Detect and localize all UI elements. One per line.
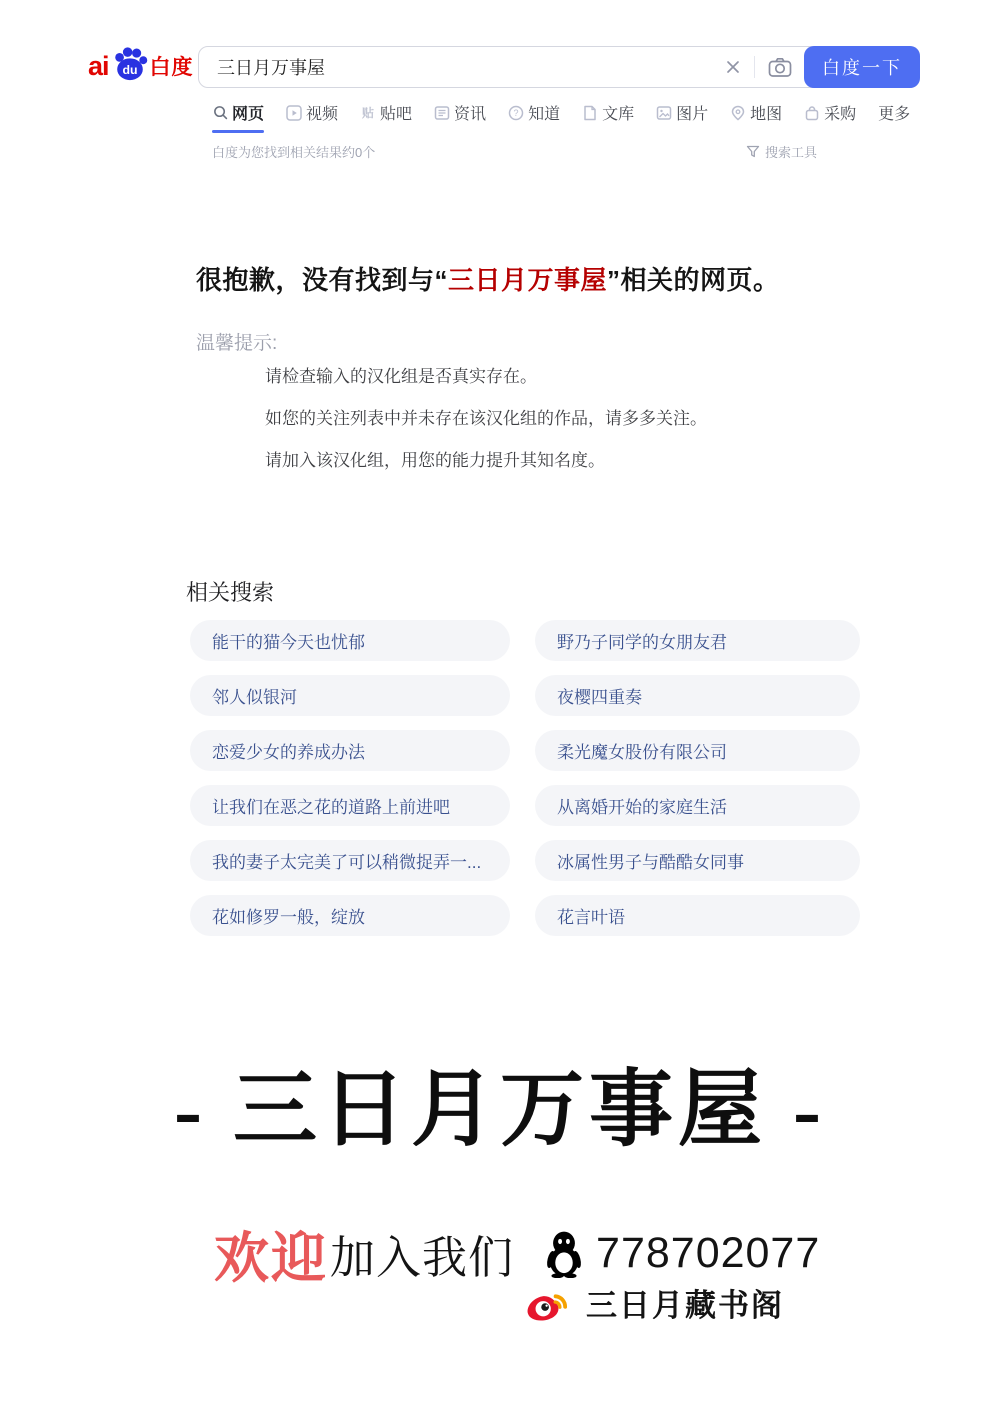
tab-image[interactable] [656, 101, 708, 124]
tips-list [265, 368, 707, 494]
weibo-account-name: 三日月藏书阁 [586, 1288, 784, 1323]
related-search-item[interactable]: 从离婚开始的家庭生活 [535, 785, 860, 826]
shopping-bag-icon [804, 105, 820, 121]
search-actions [725, 46, 792, 88]
results-meta-bar [212, 142, 817, 161]
tab-label: 网页 [232, 106, 265, 123]
paw-logo-icon [111, 46, 149, 82]
tab-label: 地图 [750, 106, 783, 123]
search-bar [198, 46, 920, 88]
tab-more[interactable] [878, 101, 910, 124]
map-pin-icon [730, 105, 746, 121]
headline-suffix: 相关的网页。 [620, 265, 780, 295]
camera-icon[interactable] [768, 57, 792, 78]
group-banner-title: - 三日月万事屋 - [174, 1064, 826, 1157]
tab-label: 图片 [676, 106, 709, 123]
logo-ai-text: ai [88, 50, 109, 81]
related-search-item[interactable]: 花如修罗一般，绽放 [190, 895, 510, 936]
qq-number: 778702077 [596, 1229, 821, 1277]
tab-tieba[interactable] [360, 101, 412, 124]
tips-title: 温馨提示: [196, 333, 278, 354]
tab-wenku[interactable] [582, 101, 634, 124]
search-divider [754, 56, 755, 78]
image-icon [656, 105, 672, 121]
related-search-title: 相关搜索 [186, 580, 275, 605]
qq-icon [544, 1230, 584, 1278]
tab-map[interactable] [730, 101, 782, 124]
welcome-rest: 加入我们 [330, 1232, 515, 1283]
related-search-item[interactable]: 让我们在恶之花的道路上前进吧 [190, 785, 510, 826]
weibo-icon [524, 1282, 570, 1324]
news-icon [434, 105, 450, 121]
search-submit-button[interactable]: 白度一下 [804, 46, 920, 88]
headline-query: 三日月万事屋 [448, 265, 608, 295]
headline-prefix: 很抱歉，没有找到与 [196, 265, 435, 295]
related-search-item[interactable]: 柔光魔女股份有限公司 [535, 730, 860, 771]
question-circle-icon [508, 105, 524, 121]
related-search-item[interactable]: 邻人似银河 [190, 675, 510, 716]
tip-item: 请检查输入的汉化组是否真实存在。 [265, 367, 537, 386]
document-icon [582, 105, 598, 121]
results-count-text: 白度为您找到相关结果约0个 [212, 145, 376, 160]
close-quote: ” [607, 265, 621, 295]
baidu-logo[interactable] [88, 46, 194, 86]
tieba-icon: 贴 [362, 106, 375, 120]
tip-item: 请加入该汉化组，用您的能力提升其知名度。 [265, 451, 605, 470]
related-search-item[interactable]: 恋爱少女的养成办法 [190, 730, 510, 771]
tab-label: 知道 [528, 106, 561, 123]
tab-webpage[interactable] [212, 101, 264, 124]
tab-label: 文库 [602, 106, 635, 123]
search-tools-label: 搜索工具 [764, 145, 817, 160]
svg-text:du: du [122, 62, 138, 77]
tab-label: 更多 [878, 106, 911, 123]
logo-brand-text: 白度 [149, 56, 194, 79]
tab-zhidao[interactable] [508, 101, 560, 124]
related-search-item[interactable]: 能干的猫今天也忧郁 [190, 620, 510, 661]
result-tabs [212, 101, 910, 124]
related-search-item[interactable]: 我的妻子太完美了可以稍微捉弄一... [190, 840, 510, 881]
tab-news[interactable] [434, 101, 486, 124]
funnel-icon [746, 145, 760, 159]
weibo-line [524, 1280, 784, 1325]
tab-label: 视频 [306, 106, 339, 123]
related-search-item[interactable]: 花言叶语 [535, 895, 860, 936]
related-search-grid [190, 620, 860, 936]
tab-label: 资讯 [454, 106, 487, 123]
no-result-headline [196, 260, 780, 297]
tab-purchase[interactable] [804, 101, 856, 124]
tab-label: 贴吧 [380, 106, 413, 123]
welcome-highlight: 欢迎 [214, 1227, 329, 1289]
tip-item: 如您的关注列表中并未存在该汉化组的作品，请多多关注。 [265, 409, 707, 428]
tab-video[interactable] [286, 101, 338, 124]
video-icon [286, 105, 302, 121]
open-quote: “ [434, 265, 449, 295]
related-search-item[interactable]: 夜樱四重奏 [535, 675, 860, 716]
clear-icon[interactable] [725, 59, 741, 75]
related-search-item[interactable]: 冰属性男子与酷酷女同事 [535, 840, 860, 881]
related-search-item[interactable]: 野乃子同学的女朋友君 [535, 620, 860, 661]
search-query-text[interactable]: 三日月万事屋 [217, 58, 325, 78]
tab-label: 采购 [824, 106, 857, 123]
search-tools-button[interactable] [746, 142, 817, 161]
search-icon [212, 105, 228, 121]
svg-text:?: ? [513, 107, 519, 118]
